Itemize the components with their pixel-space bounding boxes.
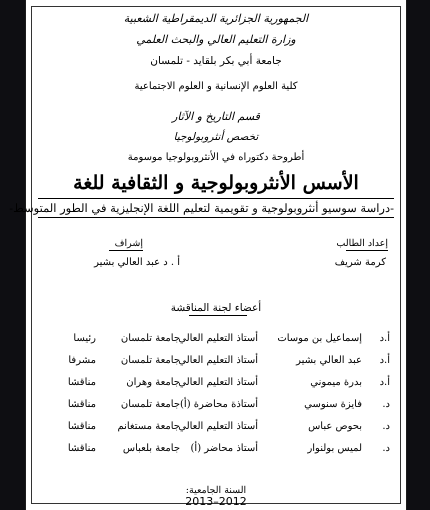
committee-underline [189,315,247,316]
supervisor-underline [109,250,143,251]
document-page [9,0,407,510]
member-name: بدرة ميموني [310,377,362,388]
committee-row [26,440,406,462]
member-name: عبد العالي بشير [296,355,362,366]
member-role: رئيسا [73,333,96,344]
committee-title: أعضاء لجنة المناقشة [170,302,262,314]
member-university: جامعة بلعباس [122,443,180,454]
committee-members [26,330,406,462]
member-rank: أستاذ التعليم العالي [178,377,258,388]
university-header: جامعة أبي بكر بلقايد - تلمسان [150,55,282,67]
republic-header: الجمهورية الجزائرية الديمقراطية الشعبية [123,12,309,25]
member-title: د. [382,399,390,410]
ministry-header: وزارة التعليم العالي والبحث العلمي [136,33,296,46]
member-rank: أستاذ محاضر (أ) [190,443,258,454]
committee-row [26,374,406,396]
member-role: مناقشا [67,399,96,410]
specialty-header: تخصص أنثروبولوجيا [173,131,259,143]
member-rank: أستاذ التعليم العالي [178,333,258,344]
academic-year-label: السنة الجامعية: [185,485,247,496]
supervisor-name: أ . د عبد العالي بشير [94,257,180,268]
prepared-by-underline [346,250,388,251]
member-rank: أستاذ التعليم العالي [178,421,258,432]
member-name: فايزة سنوسي [304,399,362,410]
supervisor-label: إشراف [114,238,143,249]
member-role: مناقشا [67,443,96,454]
member-name: لميس بولنوار [307,443,362,454]
faculty-header: كلية العلوم الإنسانية و العلوم الاجتماعية [134,81,298,92]
committee-row [26,396,406,418]
member-title: د. [382,421,390,432]
member-university: جامعة تلمسان [120,333,180,344]
member-role: مشرفا [68,355,96,366]
member-role: مناقشا [67,377,96,388]
prepared-by-name: كرمة شريف [334,257,386,268]
member-university: جامعة تلمسان [120,399,180,410]
member-rank: أستاذ التعليم العالي [178,355,258,366]
member-title: أ.د [379,355,390,366]
thesis-title: الأسس الأنثروبولوجية و الثقافية للغة [73,172,359,194]
member-name: بحوص عباس [308,421,362,432]
member-name: إسماعيل بن موسات [277,333,362,344]
committee-row [26,352,406,374]
prepared-by-label: إعداد الطالب [336,238,388,249]
member-university: جامعة تلمسان [120,355,180,366]
member-title: أ.د [379,333,390,344]
member-university: جامعة مستغانم [117,421,180,432]
thesis-type: أطروحة دكتوراه في الأنثروبولوجيا موسومة [127,152,305,163]
committee-row [26,418,406,440]
member-university: جامعة وهران [126,377,180,388]
member-title: أ.د [379,377,390,388]
member-title: د. [382,443,390,454]
academic-year-value: 2013–2012 [185,495,247,508]
thesis-subtitle: -دراسة سوسيو أنثروبولوجية و تقويمية لتعليم اللغة الإنجليزية في الطور المتوسط- [38,198,394,218]
member-rank: أستاذة محاضرة (أ) [180,399,258,410]
member-role: مناقشا [67,421,96,432]
committee-row [26,330,406,352]
department-header: قسم التاريخ و الآثار [172,110,260,123]
